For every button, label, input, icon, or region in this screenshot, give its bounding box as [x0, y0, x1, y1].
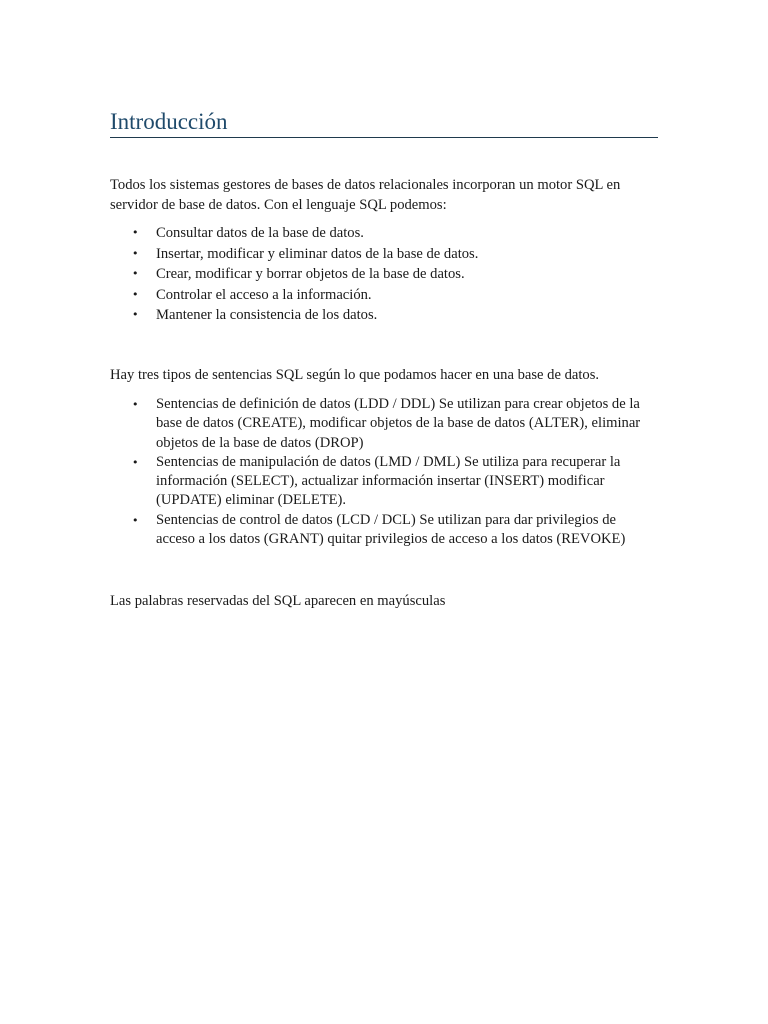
bullet-icon: • [132, 226, 139, 239]
list-item [110, 223, 658, 244]
list-item [110, 395, 658, 453]
list-item [110, 511, 658, 550]
types-intro-paragraph: Hay tres tipos de sentencias SQL según lo que podamos hacer en una base de datos. [110, 367, 600, 383]
list-item-text: Mantener la consistencia de los datos. [156, 307, 378, 323]
list-item-text: Insertar, modificar y eliminar datos de la base de datos. [156, 245, 479, 262]
list-item-text: Consultar datos de la base de datos. [156, 225, 364, 241]
section-title: Introducción [110, 109, 228, 134]
bullet-icon: • [132, 398, 139, 411]
list-item [110, 285, 658, 306]
capabilities-list [110, 223, 658, 326]
list-item-text: Sentencias de control de datos (LCD / DCL) Se utilizan para dar privilegios de acceso a los datos (GRANT) quitar privilegios de acceso a los datos (REVOKE) [156, 511, 626, 548]
list-item-text: Crear, modificar y borrar objetos de la base de datos. [156, 266, 465, 282]
bullet-icon: • [132, 267, 139, 280]
bullet-icon: • [132, 308, 139, 321]
bullet-icon: • [132, 287, 139, 301]
bullet-icon: • [132, 246, 139, 260]
bullet-icon: • [132, 455, 139, 469]
list-item-text: Sentencias de definición de datos (LDD / DDL) Se utilizan para crear objetos de la base de datos (CREATE), modificar objetos de la base de datos (ALTER), eliminar objetos de la base de datos (DROP) [156, 396, 641, 451]
list-item [110, 244, 658, 265]
list-item-text: Controlar el acceso a la información. [156, 286, 372, 303]
sql-types-list [110, 395, 658, 549]
list-item [110, 453, 658, 511]
list-item-text: Sentencias de manipulación de datos (LMD / DML) Se utiliza para recuperar la información (SELECT), actualizar información insertar (INSERT) modificar (UPDATE) eliminar (DELETE). [156, 453, 621, 509]
closing-paragraph: Las palabras reservadas del SQL aparecen en mayúsculas [110, 593, 446, 609]
section-heading [110, 108, 658, 138]
list-item [110, 305, 658, 326]
list-item [110, 264, 658, 285]
intro-paragraph: Todos los sistemas gestores de bases de datos relacionales incorporan un motor SQL en servidor de base de datos. Con el lenguaje SQL podemos: [110, 177, 621, 213]
bullet-icon: • [132, 513, 139, 527]
